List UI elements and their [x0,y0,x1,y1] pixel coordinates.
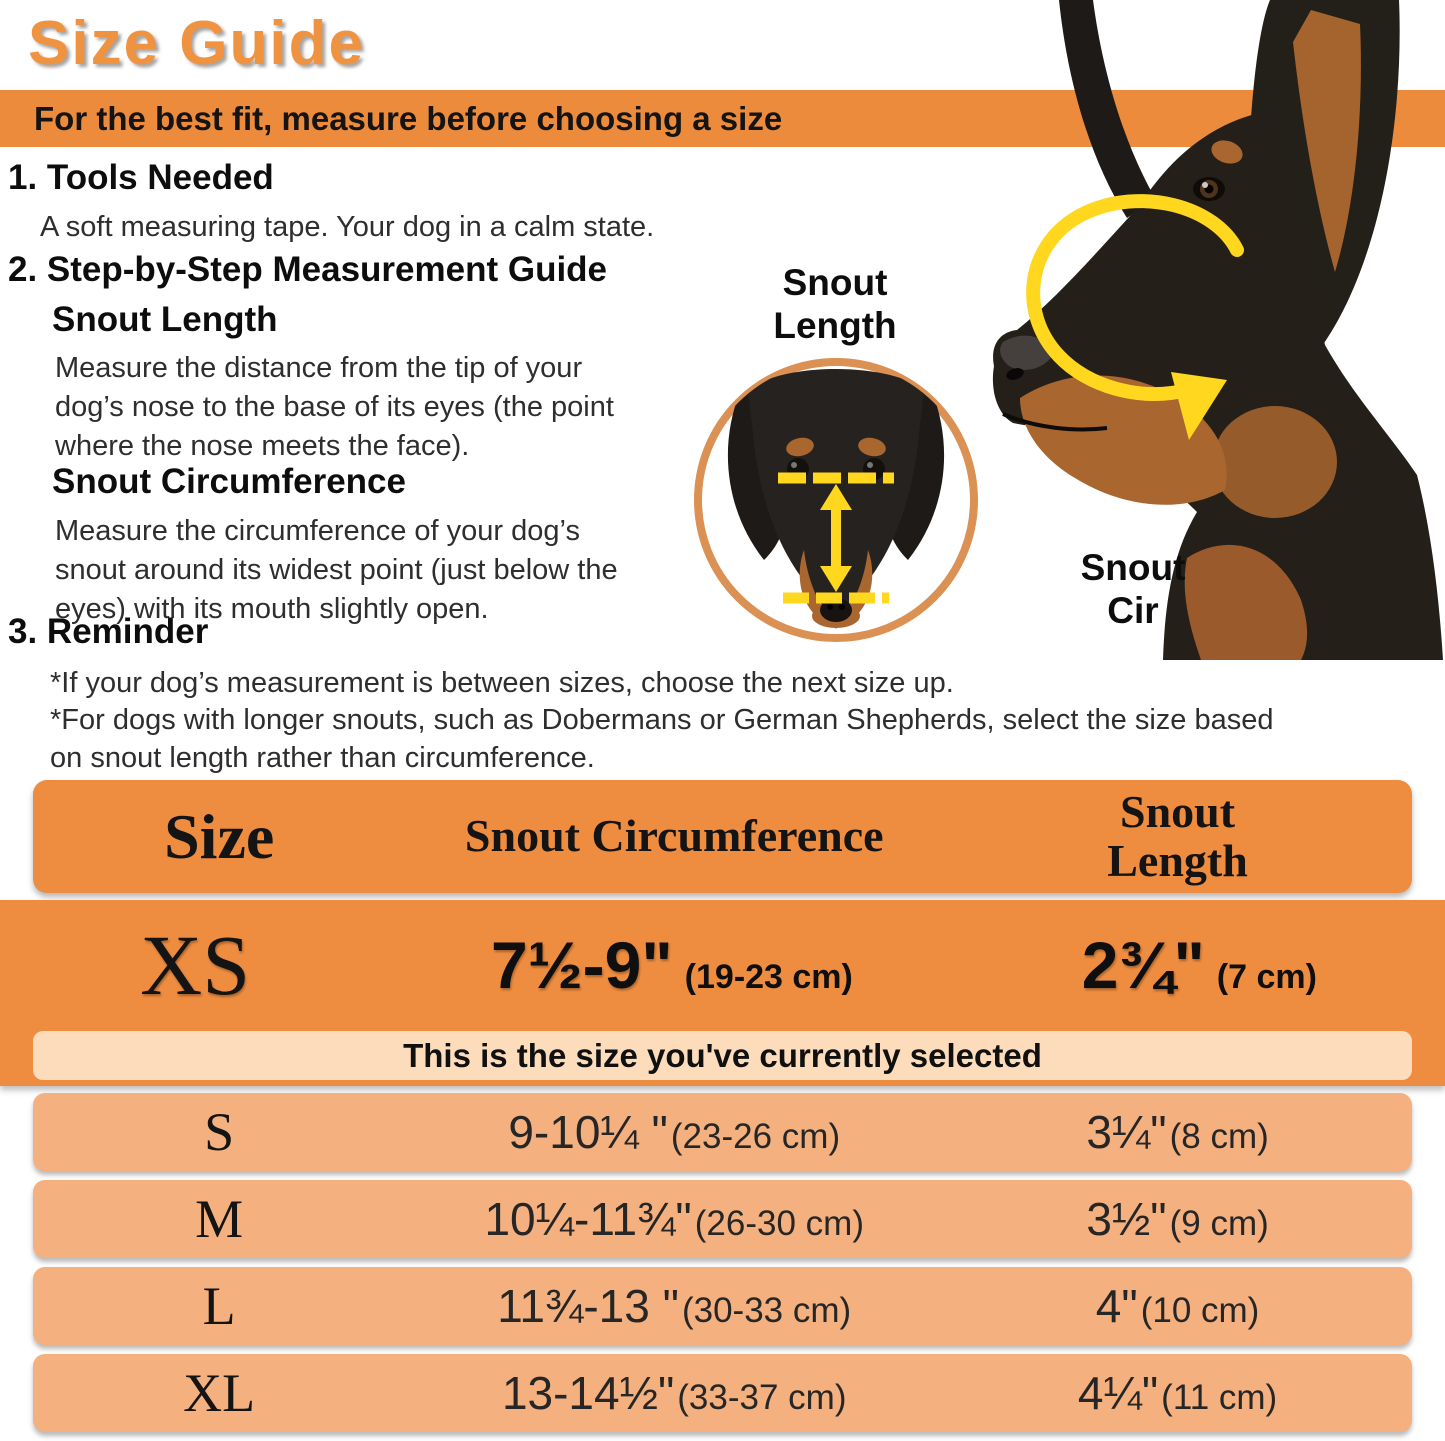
doberman-face-front-icon [688,352,984,648]
tools-body: A soft measuring tape. Your dog in a calm state. [40,211,655,243]
table-row [33,1180,1412,1258]
header-size: Size [164,800,275,872]
row-circumference: 10¼-11¾" (26-30 cm) [484,1193,864,1245]
reminder-note-1: *If your dog’s measurement is between sizes, choose the next size up. [50,667,954,699]
selected-size-note-text: This is the size you've currently selected [403,1036,1042,1074]
fit-banner-text: For the best fit, measure before choosing a size [34,99,783,137]
length-inches: 2¾" [1081,928,1205,1002]
table-row [33,1093,1412,1171]
row-length: 3½" (9 cm) [1086,1193,1269,1245]
row-size-label: M [195,1189,244,1249]
snout-length-body: Measure the distance from the tip of your dog’s nose to the base of its eyes (the point where the nose meets the face). [55,352,614,463]
header-snout-circumference: Snout Circumference [464,810,884,862]
size-table-header [33,780,1412,893]
snout-cir-diagram-label: Snout Cir [1080,547,1186,631]
snout-length-diagram [688,352,984,648]
row-length: 3¼" (8 cm) [1086,1106,1269,1158]
row-circumference: 11¾-13 " (30-33 cm) [497,1280,852,1332]
section-heading-guide: 2. Step-by-Step Measurement Guide [8,250,608,289]
row-size-label: XS [140,917,251,1013]
table-row [33,1267,1412,1345]
section-heading-tools: 1. Tools Needed [8,158,274,197]
row-size-label: XL [183,1363,256,1423]
row-length [1082,927,1317,1003]
row-size-label: L [202,1276,236,1336]
size-rows [0,1093,1445,1441]
row-circumference [491,927,853,1003]
page-title: Size Guide [28,9,365,78]
circumference-cm: (19-23 cm) [684,958,853,996]
row-size-label: S [204,1102,235,1162]
row-length: 4¼" (11 cm) [1077,1367,1278,1419]
row-length: 4" (10 cm) [1095,1280,1260,1332]
snout-circumference-body: Measure the circumference of your dog’s snout around its widest point (just below the eyes) with its mouth slightly open. [55,515,618,626]
subheading-snout-circumference: Snout Circumference [52,462,406,501]
table-row [33,1354,1412,1432]
snout-length-diagram-label: Snout Length [773,262,897,346]
table-row-xs-selected [0,900,1445,1086]
selected-size-note [33,1031,1412,1080]
reminder-note-2: *For dogs with longer snouts, such as Dobermans or German Shepherds, select the size based on snout length rather than circumference. [50,704,1274,775]
length-cm: (7 cm) [1216,958,1317,996]
circumference-inches: 7½-9" [490,928,673,1002]
section-heading-reminder: 3. Reminder [8,612,209,651]
subheading-snout-length: Snout Length [52,300,278,339]
header-snout-length: Snout Length [1107,786,1248,886]
row-circumference: 13-14½" (33-37 cm) [501,1367,847,1419]
row-circumference: 9-10¼ " (23-26 cm) [508,1106,841,1158]
